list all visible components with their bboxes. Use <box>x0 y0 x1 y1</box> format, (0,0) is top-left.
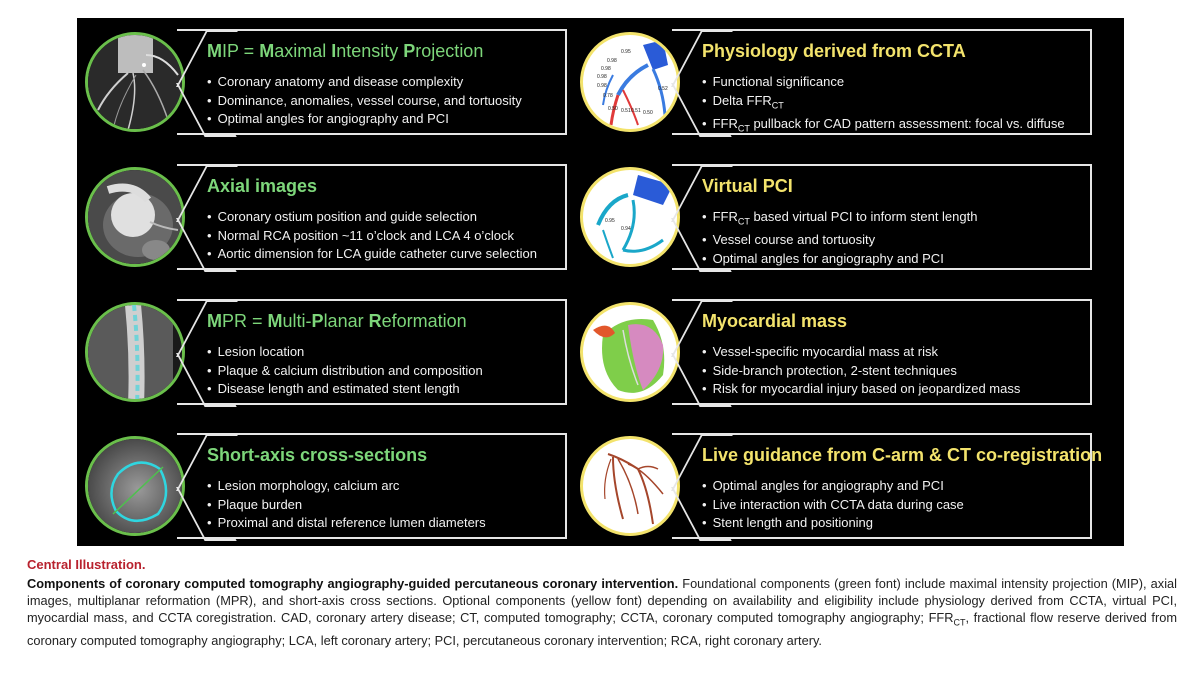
vpci-label: 0.94 <box>621 226 631 232</box>
short-axis-title: Short-axis cross-sections <box>207 445 428 465</box>
caption-label: Central Illustration. <box>27 557 146 572</box>
list-item: • Optimal angles for angiography and PCI <box>207 110 522 129</box>
ffr-label: 0.98 <box>597 74 607 80</box>
axial-ct-image <box>85 167 185 267</box>
central-illustration <box>77 18 1124 546</box>
list-item: • Proximal and distal reference lumen diameters <box>207 514 486 533</box>
list-item: • Vessel course and tortuosity <box>702 231 977 250</box>
ffr-label: 0.98 <box>597 83 607 89</box>
vpci-label: 0.95 <box>605 218 615 224</box>
list-item: • Optimal angles for angiography and PCI <box>702 250 977 269</box>
list-item: • Optimal angles for angiography and PCI <box>702 477 964 496</box>
myocardial-mass-text-box <box>672 299 1092 405</box>
short-axis-bullets <box>207 477 486 533</box>
list-item: • Functional significance <box>702 73 1065 92</box>
list-item: • Coronary ostium position and guide selection <box>207 208 537 227</box>
list-item: • Plaque & calcium distribution and composition <box>207 362 483 381</box>
short-axis-image <box>85 436 185 536</box>
list-item: • Delta $FFR_{CT}$ <box>702 92 1065 115</box>
live-guidance-text-box <box>672 433 1103 539</box>
myocardial-mass-image <box>580 302 680 402</box>
caption-text-2: , fractional flow reserve derived from coronary computed tomography angiography; LCA, left coronary artery; PCI, percutaneous coronary intervention; RCA, right coronary artery. <box>27 610 1178 648</box>
list-item: • Live interaction with CCTA data during case <box>702 496 964 515</box>
list-item: • Normal RCA position ~11 o’clock and LCA 4 o’clock <box>207 227 537 246</box>
live-guidance-bullets <box>702 477 964 533</box>
coronary-tree-image <box>580 436 680 536</box>
list-item: • Plaque burden <box>207 496 486 515</box>
ffr-label: 0.52 <box>658 86 668 92</box>
ffr-label: 0.98 <box>601 66 611 72</box>
list-item: • Lesion location <box>207 343 483 362</box>
mpr-text-box <box>177 299 567 405</box>
ffr-label: 0.51 <box>621 108 631 114</box>
list-item: • Stent length and positioning <box>702 514 964 533</box>
ffr-label: 0.98 <box>607 58 617 64</box>
virtual-pci-image <box>580 167 680 267</box>
ffr-label: 0.51 <box>631 108 641 114</box>
mpr-title: MPR = Multi-Planar Reformation <box>207 311 467 331</box>
caption-title: Components of coronary computed tomography angiography-guided percutaneous coronary intervention. <box>27 576 679 591</box>
list-item: • Coronary anatomy and disease complexity <box>207 73 522 92</box>
list-item: • Dominance, anomalies, vessel course, and tortuosity <box>207 92 522 111</box>
list-item: • Side-branch protection, 2-stent techniques <box>702 362 1020 381</box>
virtual-pci-title: Virtual PCI <box>702 176 793 196</box>
mpr-vessel-image <box>85 302 185 402</box>
axial-text-box <box>177 164 567 270</box>
mip-text-box <box>177 29 567 135</box>
mpr-bullets <box>207 343 483 399</box>
list-item: • Lesion morphology, calcium arc <box>207 477 486 496</box>
list-item: • Aortic dimension for LCA guide catheter curve selection <box>207 245 537 264</box>
figure-caption: Components of coronary computed tomography angiography-guided percutaneous coronary intervention. Foundational components (green font) include maximal intensity projection (MIP), axial images, multiplanar reformation (MPR), and short-axis cross sections. Optional components (yellow font) depending on availability and eligibility include physiology derived from CCTA, virtual PCI, myocardial mass, and CCTA coregistration. CAD, coronary artery disease; CT, computed tomography; CCTA, coronary computed tomography angiography; $FFR_{CT}$, fractional flow reserve derived from coronary computed tomography angiography; LCA, left coronary artery; PCI, percutaneous coronary intervention; RCA, right coronary artery. <box>27 576 1178 648</box>
myocardial-mass-bullets <box>702 343 1020 399</box>
axial-bullets <box>207 208 537 264</box>
virtual-pci-bullets <box>702 208 977 268</box>
mip-bullets <box>207 73 522 129</box>
caption-text: Foundational components (green font) include maximal intensity projection (MIP), axial images, multiplanar reformation (MPR), and short-axis cross sections. Optional components (yellow font) depending on availability and eligibility include physiology derived from CCTA, virtual PCI, myocardial mass, and CCTA coregistration. CAD, coronary artery disease; CT, computed tomography; CCTA, coronary computed tomography angiography; FFR <box>27 576 1177 625</box>
short-axis-text-box <box>177 433 567 539</box>
physiology-bullets <box>702 73 1065 138</box>
ffr-label: 0.50 <box>608 106 618 112</box>
myocardial-mass-title: Myocardial mass <box>702 311 848 331</box>
list-item: • $FFR_{CT}$ based virtual PCI to inform stent length <box>702 208 977 231</box>
ffr-label: 0.78 <box>603 93 613 99</box>
list-item: • $FFR_{CT}$ pullback for CAD pattern assessment: focal vs. diffuse <box>702 115 1065 138</box>
axial-title: Axial images <box>207 176 318 196</box>
list-item: • Disease length and estimated stent length <box>207 380 483 399</box>
physiology-text-box <box>672 29 1092 135</box>
mip-title: MIP = Maximal Intensity Projection <box>207 41 484 61</box>
list-item: • Vessel-specific myocardial mass at risk <box>702 343 1020 362</box>
virtual-pci-text-box <box>672 164 1092 270</box>
ffr-label: 0.50 <box>643 110 653 116</box>
ffrct-tree-image <box>580 32 680 132</box>
list-item: • Risk for myocardial injury based on jeopardized mass <box>702 380 1020 399</box>
physiology-title: Physiology derived from CCTA <box>702 41 966 61</box>
ffr-label: 0.95 <box>621 49 631 55</box>
mip-angiogram-image <box>85 32 185 132</box>
live-guidance-title: Live guidance from C-arm & CT co-registration <box>702 445 1103 465</box>
